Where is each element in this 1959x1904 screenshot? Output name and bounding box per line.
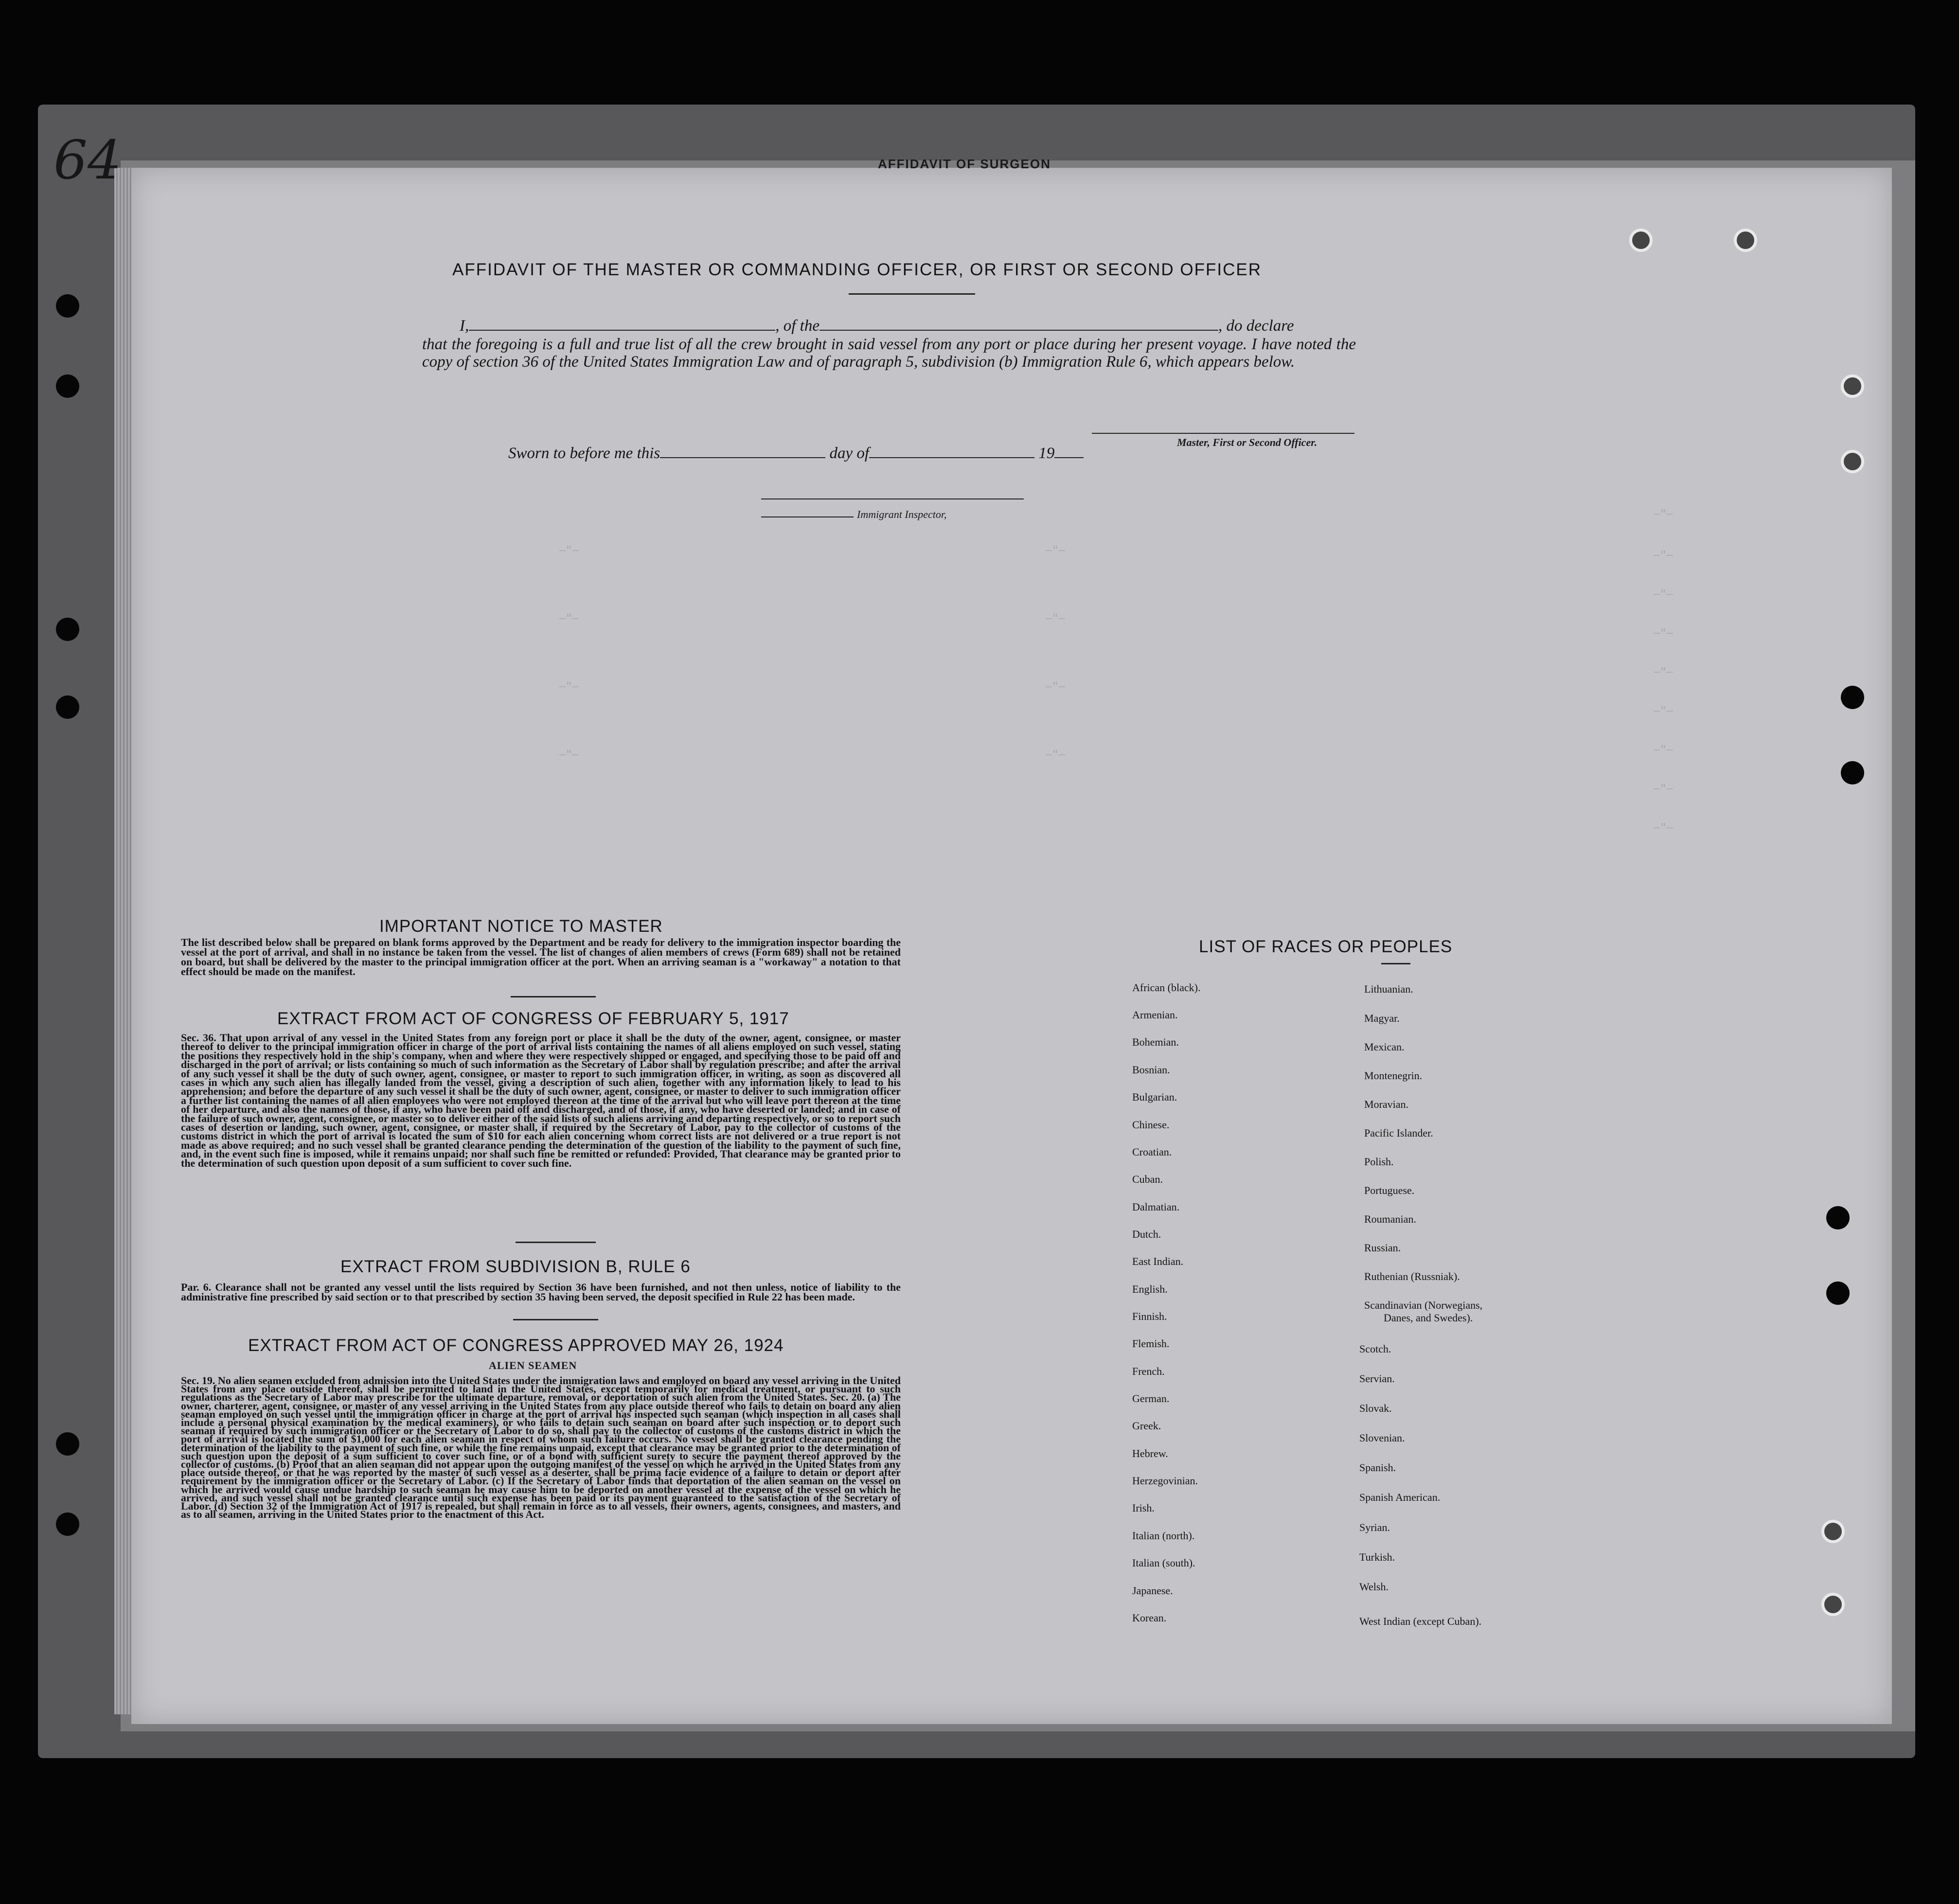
extract-1917-title: EXTRACT FROM ACT OF CONGRESS OF FEBRUARY 5, 1917 (277, 1009, 789, 1028)
extract-1924-text: Sec. 19. No alien seamen excluded from admission into the United States under the immigration laws and employed on board any vessel arriving in the United States from any place outside thereof, shall be permitted to land in the United States, except temporarily for medical treatment, or pursuant to such regulations as the Secretary of Labor may prescribe for the ultimate departure, removal, or deportation of such alien from the United States. Sec. 20. (a) The owner, charterer, agent, consignee, or master of any vessel arriving in the United States from any place outside thereof who fails to detain on board any alien seaman employed on such vessel until the immigration officer in charge at the port of arrival has inspected such seaman (which inspection in all cases shall include a personal physical examination by the medical examiners), or who fails to detain such seaman on board after such inspection or to deport such seaman if required by such immigration officer or the Secretary of Labor to do so, shall pay to the collector of customs of the customs district in which the port of arrival is located the sum of $1,000 for each alien seaman in respect of whom such failure occurs. No vessel shall be granted clearance pending the determination of the liability to the payment of such fine, or while the fine remains unpaid, except that clearance may be granted prior to the determination of such question upon the deposit of a sum sufficient to cover such fine, or of a bond with sufficient surety to secure the payment thereof approved by the collector of customs. (b) Proof that an alien seaman did not appear upon the outgoing manifest of the vessel on which he arrived in the United States from any place outside thereof, or that he was reported by the master of such vessel as a deserter, shall be prima facie evidence of a failure to detain or deport after requirement by the immigration officer or the Secretary of Labor. (c) If the Secretary of Labor finds that deportation of the alien seaman on the vessel on which he arrived would cause undue hardship to such seaman he may cause him to be deported on another vessel at the expense of the vessel on which he arrived, and such vessel shall not be granted clearance until such expense has been paid or its payment guaranteed to the satisfaction of the Secretary of Labor. (d) Section 32 of the Immigration Act of 1917 is repealed, but shall remain in force as to all vessels, their owners, agents, consignees, and masters, and as to all seamen, arriving in the United States prior to the enactment of this Act. (181, 1374, 901, 1521)
blank-do-declare: , do declare (1218, 317, 1294, 335)
race-item: Welsh. (1359, 1581, 1389, 1593)
race-item: Syrian. (1359, 1521, 1390, 1533)
race-item: Russian. (1364, 1242, 1401, 1254)
signature-caption: Master, First or Second Officer. (1177, 436, 1318, 448)
binder-hole (56, 374, 79, 398)
race-item: Servian. (1359, 1372, 1395, 1385)
header-fragment: AFFIDAVIT OF SURGEON (878, 157, 1051, 171)
race-item: Armenian. (1132, 1009, 1178, 1021)
race-item: Danes, and Swedes). (1384, 1312, 1473, 1324)
title-rule (849, 293, 975, 295)
affidavit-title: AFFIDAVIT OF THE MASTER OR COMMANDING OFFICER, OR FIRST OR SECOND OFFICER (452, 260, 1262, 279)
binder-hole (56, 294, 79, 318)
race-item: French. (1132, 1365, 1165, 1377)
race-item: Greek. (1132, 1420, 1161, 1432)
corner-note: 64 (53, 129, 122, 191)
race-item: Turkish. (1359, 1551, 1395, 1563)
binder-hole (56, 618, 79, 641)
race-item: Polish. (1364, 1156, 1394, 1168)
inspector-line-short (761, 516, 854, 517)
race-item: Cuban. (1132, 1173, 1163, 1185)
binder-hole (1841, 761, 1864, 784)
race-item: Japanese. (1132, 1584, 1173, 1597)
extract-1924-title: EXTRACT FROM ACT OF CONGRESS APPROVED MAY 26, 1924 (248, 1336, 784, 1355)
blank-of-the: , of the (775, 317, 819, 335)
extract-1917-rule (516, 1242, 596, 1243)
notice-rule (511, 996, 596, 997)
inspector-line (761, 498, 1024, 499)
vessel-blank (819, 315, 1218, 331)
race-item: Spanish. (1359, 1461, 1396, 1474)
races-title-rule (1381, 963, 1410, 964)
race-item: Slovak. (1359, 1402, 1392, 1414)
race-item: Lithuanian. (1364, 983, 1413, 995)
race-item: Montenegrin. (1364, 1069, 1423, 1082)
race-item: Bulgarian. (1132, 1091, 1177, 1103)
race-item: German. (1132, 1392, 1170, 1405)
race-item: Roumanian. (1364, 1213, 1416, 1225)
sworn-month-blank (869, 443, 1034, 458)
notice-title: IMPORTANT NOTICE TO MASTER (379, 917, 663, 936)
race-item: Chinese. (1132, 1119, 1170, 1131)
race-item: Portuguese. (1364, 1184, 1415, 1196)
sworn-day-label: day of (829, 445, 870, 462)
race-item: Italian (north). (1132, 1530, 1195, 1542)
binder-hole (1841, 686, 1864, 709)
race-item: Mexican. (1364, 1041, 1405, 1053)
race-item: Bohemian. (1132, 1036, 1179, 1048)
race-item: English. (1132, 1283, 1168, 1295)
declaration-first-line (460, 315, 1359, 335)
race-item: Herzegovinian. (1132, 1475, 1198, 1487)
race-item: Flemish. (1132, 1337, 1170, 1350)
binder-ring (1821, 1593, 1845, 1616)
binder-ring (1841, 374, 1864, 398)
blank-prefix-i: I, (460, 317, 469, 335)
race-item: East Indian. (1132, 1255, 1184, 1267)
binder-ring (1734, 229, 1757, 252)
race-item: Ruthenian (Russniak). (1364, 1270, 1460, 1282)
race-item: Pacific Islander. (1364, 1127, 1433, 1139)
sworn-day-blank (660, 443, 825, 458)
binder-hole (1826, 1281, 1850, 1305)
binder-ring (1821, 1520, 1845, 1543)
race-item: West Indian (except Cuban). (1359, 1615, 1482, 1627)
binder-ring (1629, 229, 1653, 252)
binder-ring (1841, 450, 1864, 473)
race-item: Scotch. (1359, 1343, 1391, 1355)
extract-rule6-title: EXTRACT FROM SUBDIVISION B, RULE 6 (340, 1257, 691, 1276)
extract-1924-subtitle: ALIEN SEAMEN (489, 1359, 577, 1371)
race-item: Dalmatian. (1132, 1201, 1180, 1213)
race-item: Croatian. (1132, 1146, 1172, 1158)
extract-rule6-text: Par. 6. Clearance shall not be granted any vessel until the lists required by Section 36 have been furnished, and not then unless, notice of liability to the administrative fine prescribed by said section or to that prescribed by section 35 having been served, the deposit specified in Rule 22 has been made. (181, 1281, 901, 1303)
binder-hole (56, 1513, 79, 1536)
race-item: Scandinavian (Norwegians, (1364, 1299, 1483, 1311)
race-item: African (black). (1132, 981, 1201, 994)
race-item: Hebrew. (1132, 1447, 1168, 1459)
binder-hole (56, 695, 79, 719)
race-item: Finnish. (1132, 1310, 1167, 1322)
race-item: Moravian. (1364, 1098, 1409, 1110)
binder-hole (56, 1432, 79, 1456)
race-item: Magyar. (1364, 1012, 1400, 1024)
race-item: Spanish American. (1359, 1491, 1441, 1503)
inspector-caption: Immigrant Inspector, (857, 508, 947, 520)
name-blank (469, 315, 775, 331)
race-item: Dutch. (1132, 1228, 1161, 1240)
race-item: Korean. (1132, 1612, 1167, 1624)
sworn-year: 19 (1038, 445, 1055, 462)
sworn-year-blank (1054, 443, 1084, 458)
signature-line (1092, 433, 1354, 434)
sworn-prefix: Sworn to before me this (508, 445, 660, 462)
race-item: Italian (south). (1132, 1557, 1195, 1569)
sworn-line (508, 443, 1084, 463)
extract-rule6-rule (513, 1319, 598, 1320)
declaration-text: that the foregoing is a full and true list of all the crew brought in said vessel from any port or place during her present voyage. I have noted the copy of section 36 of the United States Immigration Law and of paragraph 5, subdivision (b) Immigration Rule 6, which appears below. (422, 336, 1356, 371)
race-item: Irish. (1132, 1502, 1155, 1514)
page-edge (114, 168, 131, 1714)
extract-1917-text: Sec. 36. That upon arrival of any vessel in the United States from any foreign port or place it shall be the duty of the owner, agent, consignee, or master thereof to deliver to the principal immigration officer in charge of the port of arrival lists containing the names of all aliens employed on such vessel, stating the positions they respectively hold in the ship's company, when and where they were respectively shipped or engaged, and specifying those to be paid off and discharged in the port of arrival; or lists containing so much of such information as the Secretary of Labor shall by regulation prescribe; and after the arrival of any such vessel it shall be the duty of such owner, agent, consignee, or master to report to such immigration officer, in writing, as soon as discovered all cases in which any such alien has illegally landed from the vessel, giving a description of such alien, together with any information likely to lead to his apprehension; and before the departure of any such vessel it shall be the duty of such owner, agent, consignee, or master to deliver to such immigration officer a further list containing the names of all alien employees who were not employed thereon at the time of the arrival but who will leave port thereon at the time of her departure, and also the names of those, if any, who have been paid off and discharged, and of those, if any, who have deserted or landed; and in case of the failure of such owner, agent, consignee, or master so to deliver either of the said lists of such aliens arriving and departing respectively, or so to report such cases of desertion or landing, such owner, agent, consignee, or master shall, if required by the Secretary of Labor, pay to the collector of customs of the customs district in which the port of arrival is located the sum of $10 for each alien concerning whom correct lists are not delivered or a true report is not made as above required; and no such vessel shall be granted clearance pending the determination of the question of the liability to the payment of such fine, and, in the event such fine is imposed, while it remains unpaid; nor shall such fine be remitted or refunded: Provided, That clearance may be granted prior to the determination of such question upon deposit of a sum sufficient to cover such fine. (181, 1032, 901, 1169)
notice-text: The list described below shall be prepared on blank forms approved by the Department and be ready for delivery to the immigration inspector boarding the vessel at the port of arrival, and shall in no instance be taken from the vessel. The list of changes of alien members of crews (Form 689) shall not be retained on board, but shall be delivered by the master to the principal immigration officer at the port. When an arriving seaman is a "workaway" a notation to that effect should be made on the manifest. (181, 936, 901, 978)
race-item: Slovenian. (1359, 1432, 1405, 1444)
binder-hole (1826, 1206, 1850, 1229)
race-item: Bosnian. (1132, 1064, 1170, 1076)
races-title: LIST OF RACES OR PEOPLES (1199, 937, 1453, 956)
